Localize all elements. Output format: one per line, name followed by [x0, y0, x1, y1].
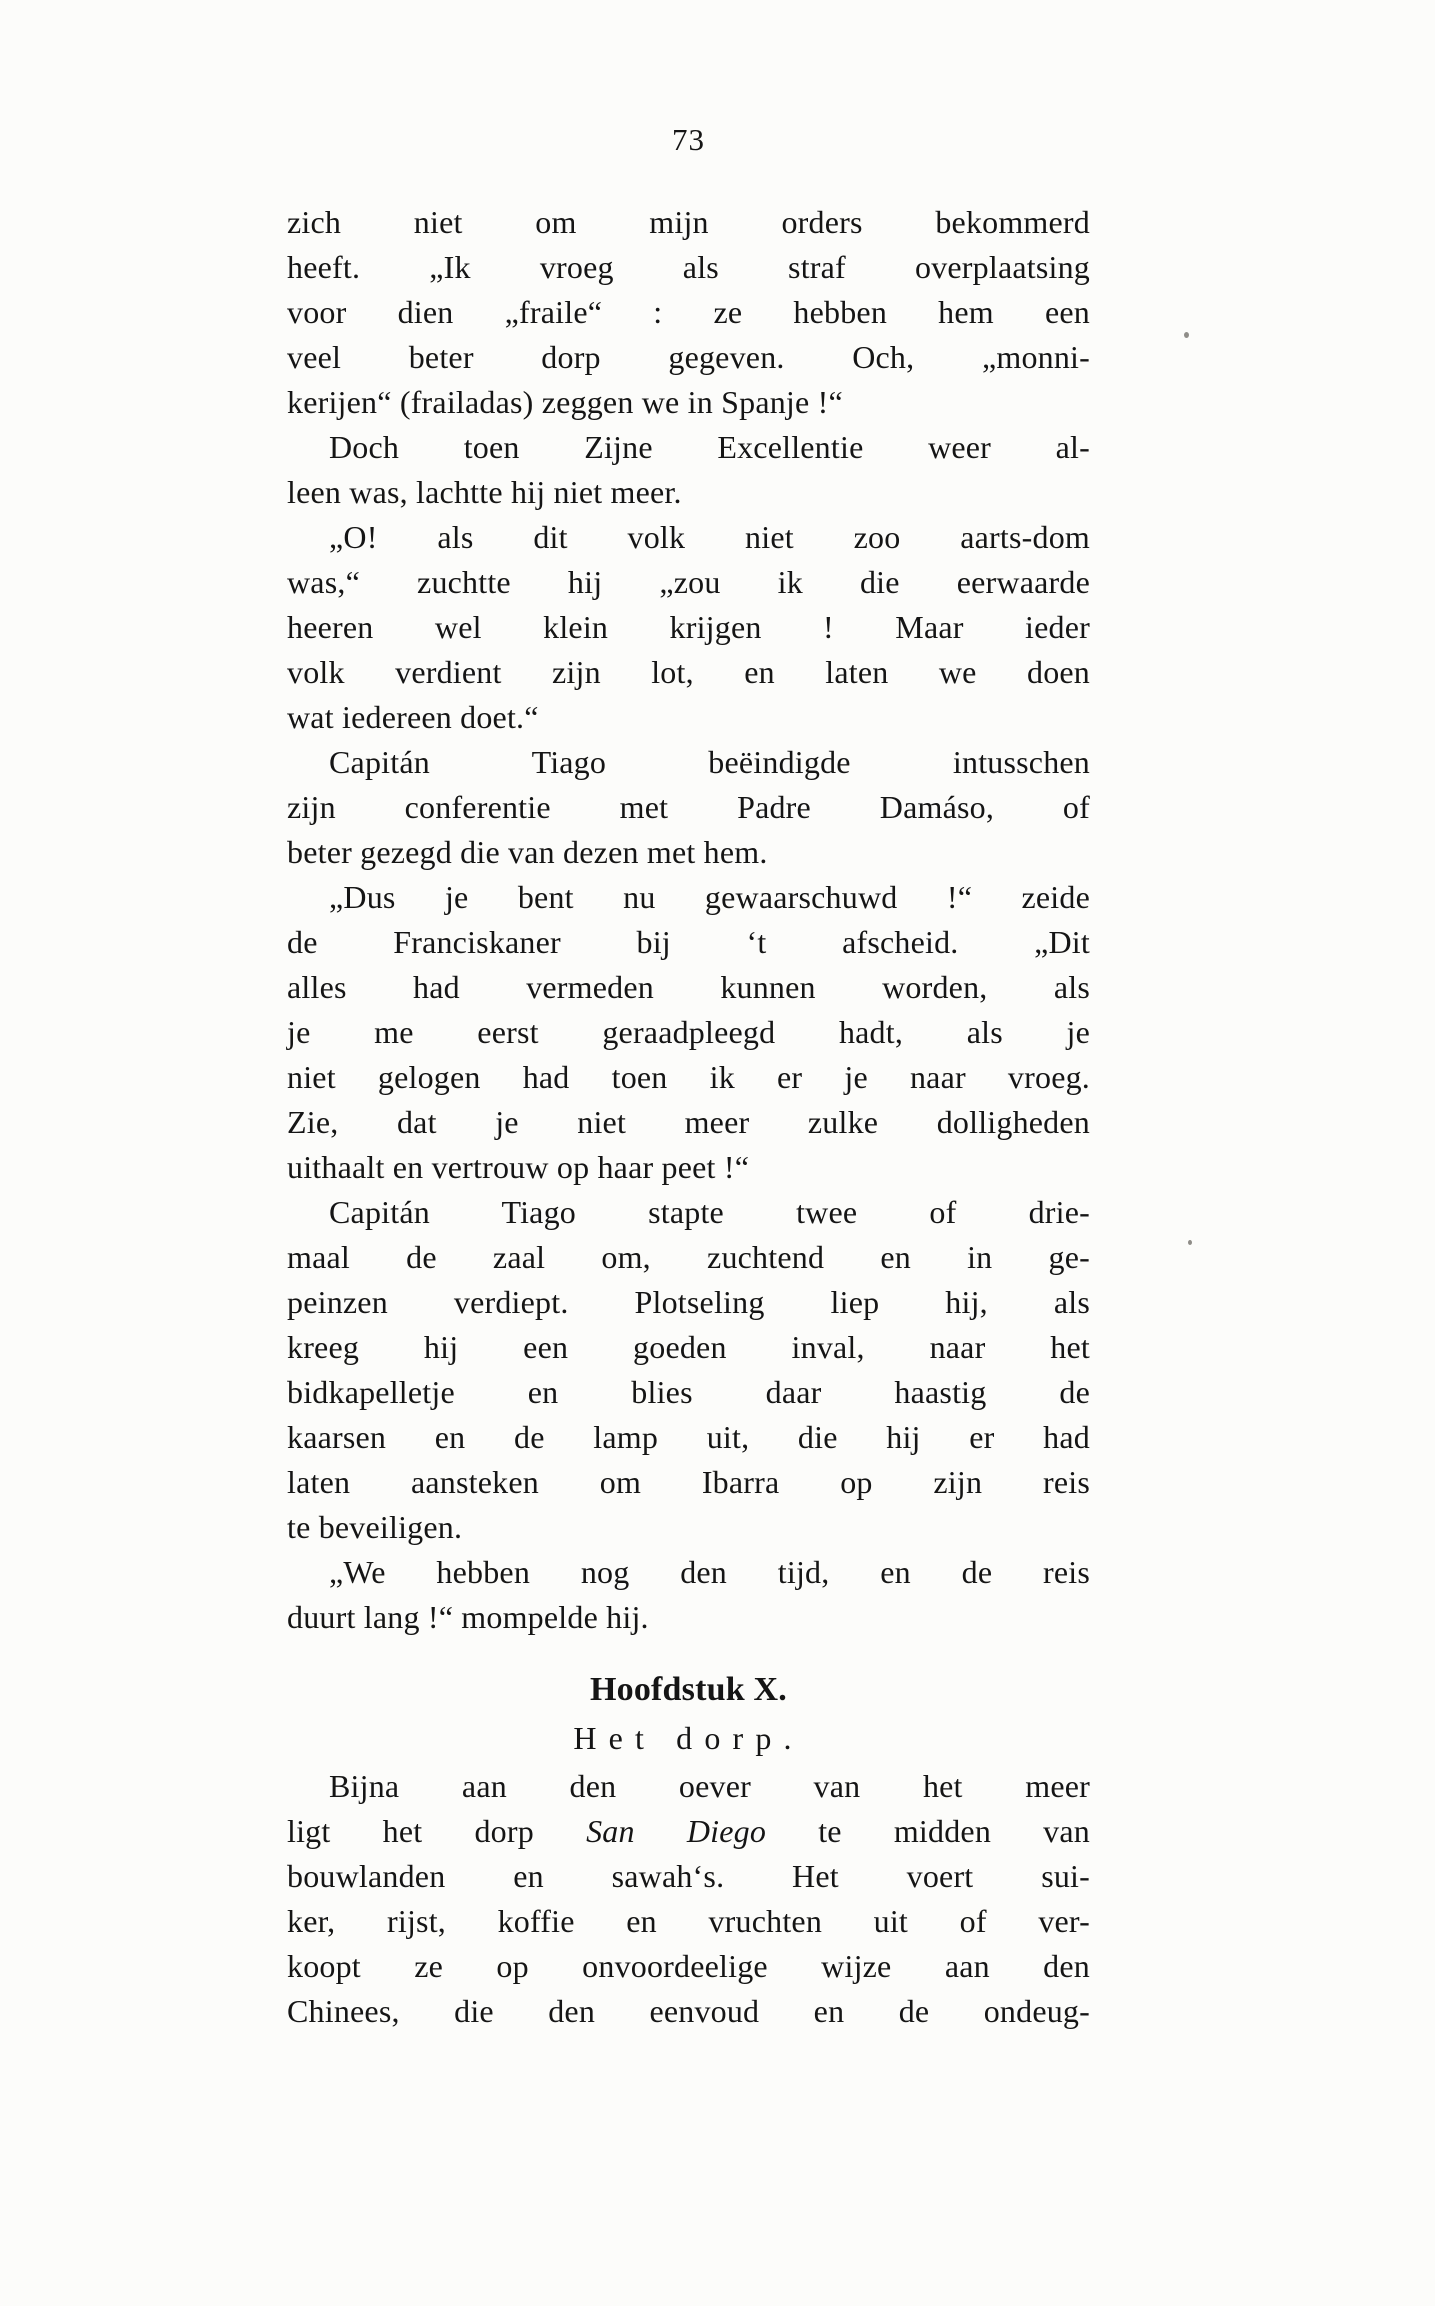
text-segment: wat iedereen doet.“	[287, 699, 539, 735]
text-segment: Bijna aan den oever van het meer	[329, 1768, 1090, 1804]
text-segment: te beveiligen.	[287, 1509, 463, 1545]
text-segment: „O! als dit volk niet zoo aarts-dom	[329, 519, 1090, 555]
text-line	[287, 1809, 1090, 1854]
text-segment: bidkapelletje en blies daar haastig de	[287, 1374, 1090, 1410]
text-segment: zich niet om mijn orders bekommerd	[287, 204, 1090, 240]
text-line	[287, 1595, 1090, 1640]
text-segment: leen was, lachtte hij niet meer.	[287, 474, 682, 510]
text-segment: „Dus je bent nu gewaarschuwd !“ zeide	[329, 879, 1090, 915]
text-segment: alles had vermeden kunnen worden, als	[287, 969, 1090, 1005]
text-segment: volk verdient zijn lot, en laten we doen	[287, 654, 1090, 690]
text-segment: te midden van	[766, 1813, 1090, 1849]
text-line	[287, 515, 1090, 560]
text-line	[287, 1989, 1090, 2034]
text-segment: veel beter dorp gegeven. Och, „monni-	[287, 339, 1090, 375]
text-line	[287, 1010, 1090, 1055]
scan-speckle	[1184, 332, 1189, 338]
text-segment: Doch toen Zijne Excellentie weer al-	[329, 429, 1090, 465]
text-line	[287, 1280, 1090, 1325]
text-line	[287, 920, 1090, 965]
text-segment: kreeg hij een goeden inval, naar het	[287, 1329, 1090, 1365]
body-text-bottom	[287, 1764, 1090, 2034]
page-number: 73	[672, 122, 705, 157]
text-line	[287, 695, 1090, 740]
text-segment: duurt lang !“ mompelde hij.	[287, 1599, 649, 1635]
text-line	[287, 1415, 1090, 1460]
text-segment: niet gelogen had toen ik er je naar vroeg.	[287, 1059, 1090, 1095]
body-text-top	[287, 200, 1090, 1640]
text-segment: Zie, dat je niet meer zulke dolligheden	[287, 1104, 1090, 1140]
text-line	[287, 1055, 1090, 1100]
text-segment: was,“ zuchtte hij „zou ik die eerwaarde	[287, 564, 1090, 600]
text-line	[287, 560, 1090, 605]
text-line	[287, 1370, 1090, 1415]
text-segment: kaarsen en de lamp uit, die hij er had	[287, 1419, 1090, 1455]
text-line	[287, 605, 1090, 650]
text-segment: ligt het dorp	[287, 1813, 587, 1849]
text-line	[287, 200, 1090, 245]
text-line	[287, 1145, 1090, 1190]
text-line	[287, 425, 1090, 470]
text-line	[287, 290, 1090, 335]
text-segment: maal de zaal om, zuchtend en in ge-	[287, 1239, 1090, 1275]
text-line	[287, 380, 1090, 425]
chapter-heading: Hoofdstuk X.	[589, 1671, 787, 1708]
text-line	[287, 785, 1090, 830]
text-line	[287, 1899, 1090, 1944]
text-line	[287, 1505, 1090, 1550]
text-line	[287, 830, 1090, 875]
text-line	[287, 1764, 1090, 1809]
text-segment: „We hebben nog den tijd, en de reis	[329, 1554, 1090, 1590]
text-segment: koopt ze op onvoordeelige wijze aan den	[287, 1948, 1090, 1984]
text-segment: peinzen verdiept. Plotseling liep hij, als	[287, 1284, 1090, 1320]
text-line	[287, 650, 1090, 695]
text-line	[287, 1460, 1090, 1505]
text-line	[287, 1325, 1090, 1370]
text-line	[287, 335, 1090, 380]
text-segment: zijn conferentie met Padre Damáso, of	[287, 789, 1090, 825]
text-segment: je me eerst geraadpleegd hadt, als je	[287, 1014, 1090, 1050]
text-line	[287, 1550, 1090, 1595]
text-line	[287, 965, 1090, 1010]
text-line	[287, 245, 1090, 290]
text-segment: Capitán Tiago stapte twee of drie-	[329, 1194, 1090, 1230]
text-line	[287, 1100, 1090, 1145]
text-line	[287, 1944, 1090, 1989]
text-segment: uithaalt en vertrouw op haar peet !“	[287, 1149, 750, 1185]
text-segment: de Franciskaner bij ‘t afscheid. „Dit	[287, 924, 1090, 960]
text-line	[287, 875, 1090, 920]
chapter-subheading: Het dorp.	[573, 1720, 804, 1756]
text-segment: ker, rijst, koffie en vruchten uit of ver-	[287, 1903, 1090, 1939]
text-segment: voor dien „fraile“ : ze hebben hem een	[287, 294, 1090, 330]
text-segment: laten aansteken om Ibarra op zijn reis	[287, 1464, 1090, 1500]
text-line	[287, 1854, 1090, 1899]
text-segment: Capitán Tiago beëindigde intusschen	[329, 744, 1090, 780]
text-line	[287, 740, 1090, 785]
text-segment: bouwlanden en sawah‘s. Het voert sui-	[287, 1858, 1090, 1894]
scan-speckle	[1188, 1240, 1192, 1245]
text-segment: beter gezegd die van dezen met hem.	[287, 834, 768, 870]
text-line	[287, 470, 1090, 515]
text-segment: kerijen“ (frailadas) zeggen we in Spanje !“	[287, 384, 843, 420]
text-column	[287, 200, 1090, 2034]
italic-text-segment: San Diego	[586, 1813, 767, 1849]
text-line	[287, 1235, 1090, 1280]
text-segment: heeft. „Ik vroeg als straf overplaatsing	[287, 249, 1090, 285]
text-line	[287, 1190, 1090, 1235]
text-segment: Chinees, die den eenvoud en de ondeug-	[287, 1993, 1090, 2029]
text-segment: heeren wel klein krijgen ! Maar ieder	[287, 609, 1090, 645]
